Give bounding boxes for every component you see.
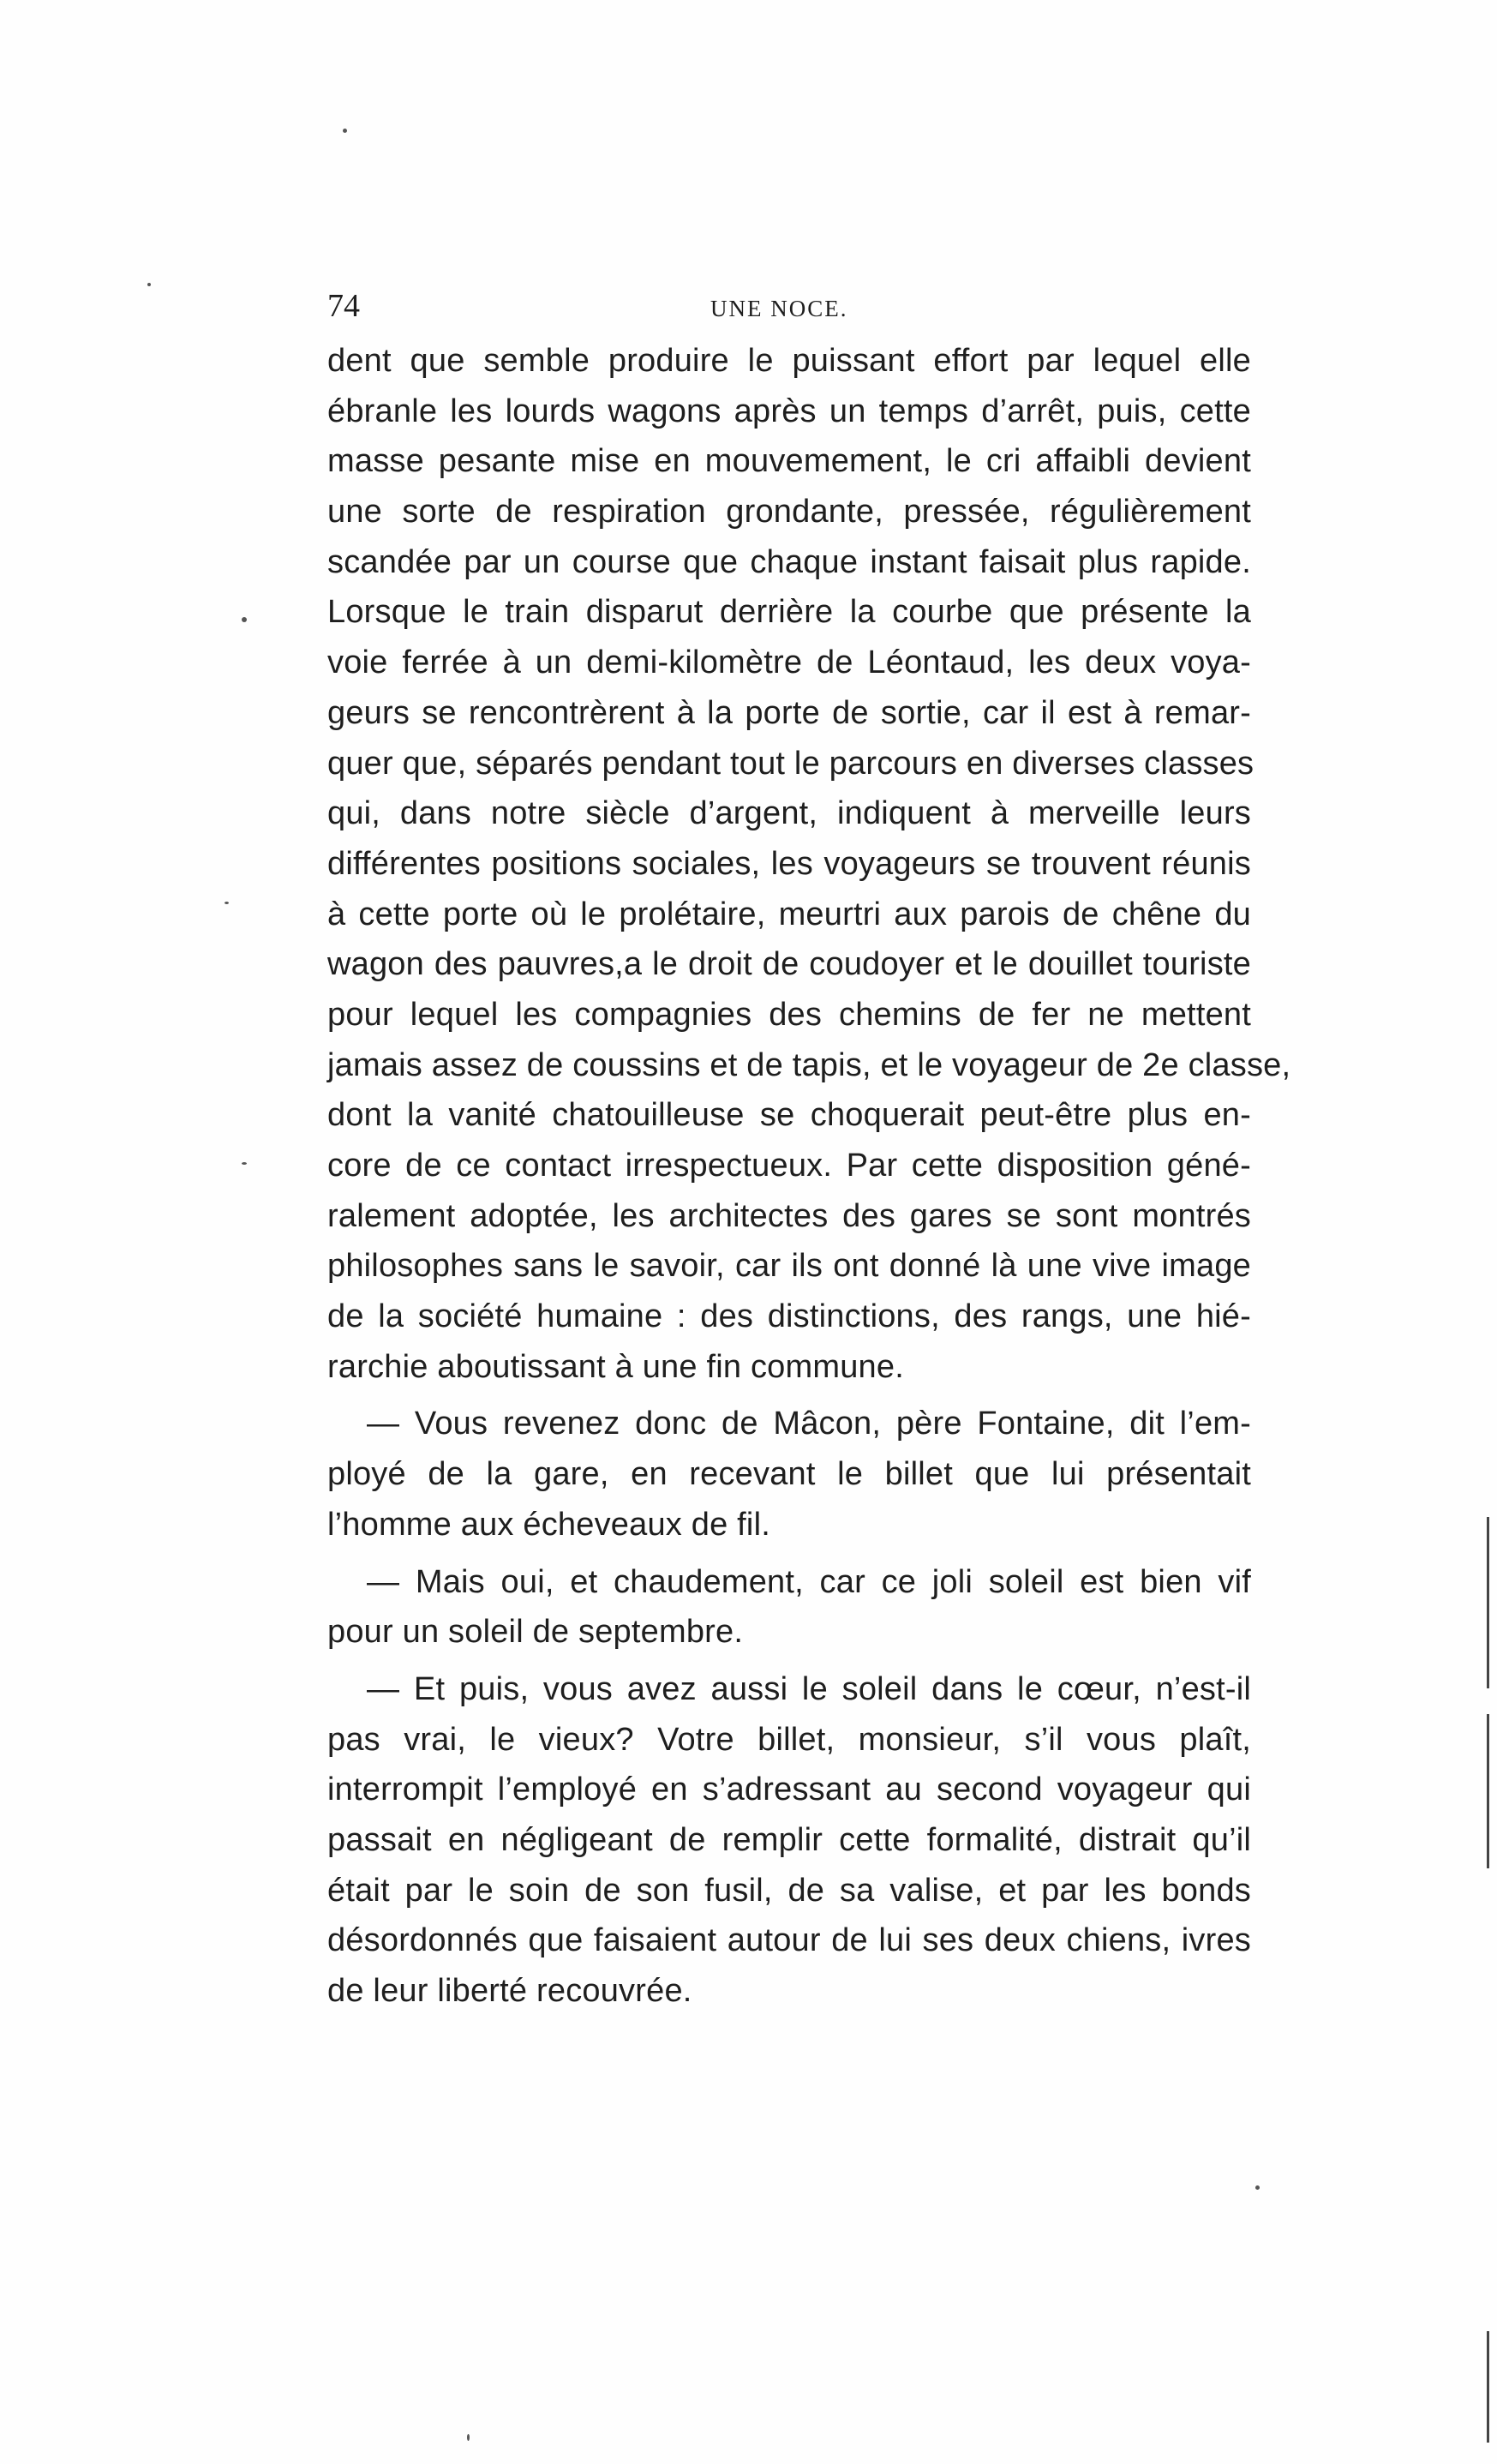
text-line: à cette porte où le prolétaire, meurtri aux parois de chêne du [327, 896, 1251, 932]
dialogue-line: — Vous revenez donc de Mâcon, père Fontaine, dit l’em- [367, 1406, 1251, 1442]
scan-speck [343, 129, 347, 133]
text-line: passait en négligeant de remplir cette formalité, distrait qu’il [327, 1821, 1251, 1858]
paragraph-gap [327, 1392, 1251, 1399]
text-line: voie ferrée à un demi-kilomètre de Léontaud, les deux voya- [327, 644, 1251, 681]
text-line: ralement adoptée, les architectes des gares se sont montrés [327, 1197, 1251, 1234]
text-line: qui, dans notre siècle d’argent, indiquent à merveille leurs [327, 795, 1251, 832]
paragraph [327, 1399, 1251, 1550]
text-line: l’homme aux écheveaux de fil. [327, 1506, 770, 1543]
text-line: désordonnés que faisaient autour de lui ses deux chiens, ivres [327, 1922, 1251, 1959]
scan-speck [242, 617, 247, 622]
text-line: interrompit l’employé en s’adressant au second voyageur qui [327, 1772, 1251, 1808]
scan-margin-mark [1487, 1517, 1489, 1688]
paragraph [327, 1664, 1251, 2017]
text-line: pour lequel les compagnies des chemins de fer ne mettent [327, 996, 1251, 1033]
dialogue-line: — Mais oui, et chaudement, car ce joli soleil est bien vif [367, 1563, 1251, 1600]
scan-speck [1255, 2185, 1260, 2190]
page-number: 74 [327, 288, 360, 324]
text-line: de leur liberté recouvrée. [327, 1973, 692, 2009]
text-line: pour un soleil de septembre. [327, 1614, 744, 1651]
text-line: dent que semble produire le puissant effort par lequel elle [327, 343, 1251, 379]
text-line: quer que, séparés pendant tout le parcours en diverses classes [327, 745, 1254, 782]
paragraph [327, 336, 1291, 1392]
text-line: masse pesante mise en mouvemement, le cri affaibli devient [327, 443, 1251, 480]
scan-speck [242, 1162, 247, 1165]
text-line: core de ce contact irrespectueux. Par cette disposition géné- [327, 1148, 1251, 1184]
text-line: philosophes sans le savoir, car ils ont donné là une vive image [327, 1248, 1251, 1285]
text-line: geurs se rencontrèrent à la porte de sortie, car il est à remar- [327, 694, 1251, 731]
running-head: UNE NOCE. [710, 296, 848, 321]
page-header [327, 287, 1278, 330]
scan-margin-mark [1487, 1714, 1489, 1868]
scan-speck [467, 2434, 470, 2441]
text-line: une sorte de respiration grondante, pressée, régulièrement [327, 494, 1251, 531]
scan-speck [147, 283, 151, 286]
text-line: différentes positions sociales, les voyageurs se trouvent réunis [327, 845, 1251, 882]
text-line: rarchie aboutissant à une fin commune. [327, 1348, 904, 1385]
scan-margin-mark [1487, 2331, 1489, 2443]
text-line: était par le soin de son fusil, de sa valise, et par les bonds [327, 1872, 1251, 1909]
text-line: pas vrai, le vieux? Votre billet, monsieur, s’il vous plaît, [327, 1721, 1251, 1758]
text-line: dont la vanité chatouilleuse se choquerait peut-être plus en- [327, 1097, 1251, 1134]
text-line: wagon des pauvres,a le droit de coudoyer et le douillet touriste [327, 946, 1251, 983]
paragraph-gap [327, 1658, 1251, 1664]
text-line: ébranle les lourds wagons après un temps d’arrêt, puis, cette [327, 393, 1251, 429]
text-line: scandée par un course que chaque instant faisait plus rapide. [327, 543, 1251, 580]
dialogue-line: — Et puis, vous avez aussi le soleil dans le cœur, n’est-il [367, 1670, 1251, 1707]
text-line: ployé de la gare, en recevant le billet que lui présentait [327, 1456, 1251, 1493]
text-line: de la société humaine : des distinctions, des rangs, une hié- [327, 1298, 1251, 1335]
paragraph-gap [327, 1550, 1251, 1557]
text-line: Lorsque le train disparut derrière la courbe que présente la [327, 594, 1251, 631]
text-line: jamais assez de coussins et de tapis, et le voyageur de 2e classe, [327, 1046, 1291, 1083]
paragraph [327, 1557, 1251, 1658]
scan-speck [225, 902, 229, 904]
body-text [327, 336, 1291, 2017]
